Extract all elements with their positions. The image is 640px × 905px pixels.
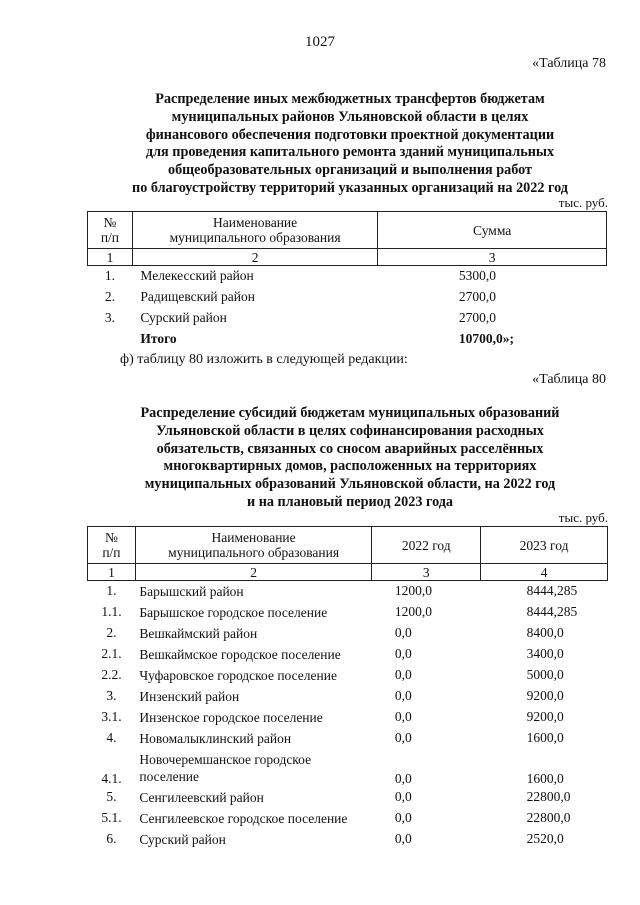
- row-2023: 8400,0: [526, 625, 564, 640]
- header-2022: 2022 год: [372, 527, 481, 564]
- row-2022: 1200,0: [394, 583, 432, 599]
- row-num: 4.1.: [101, 770, 122, 786]
- table-80: [87, 526, 608, 850]
- row-num: 1.: [106, 583, 117, 599]
- table-80-label: «Таблица 80: [532, 372, 606, 387]
- table-80-title: [70, 405, 630, 512]
- table-row: [88, 644, 608, 665]
- table-row: [88, 266, 607, 287]
- header-num: № п/п: [88, 212, 133, 249]
- index-cell: 3: [378, 249, 607, 266]
- table-row: [88, 602, 608, 623]
- row-2023: 22800,0: [526, 810, 571, 825]
- table-row: [88, 581, 608, 602]
- table-row: [88, 665, 608, 686]
- table-header: [88, 527, 608, 564]
- row-num: 3.: [104, 310, 115, 325]
- title-line: Распределение субсидий бюджетам муниципальных образований: [140, 405, 560, 421]
- header-sum: Сумма: [378, 212, 607, 249]
- total-sum: 10700,0»;: [458, 331, 514, 346]
- row-2022: 0,0: [394, 789, 412, 804]
- table-row: [88, 707, 608, 728]
- total-label: Итого: [140, 331, 177, 346]
- row-sum: 5300,0: [458, 268, 496, 284]
- row-name: Новочеремшанское городское поселение: [139, 751, 312, 784]
- row-num: 2.2.: [101, 667, 122, 682]
- row-name: Сенгилеевский район: [139, 789, 264, 805]
- row-2022: 0,0: [394, 688, 412, 703]
- row-2023: 1600,0: [526, 730, 564, 745]
- row-sum: 2700,0: [458, 289, 496, 304]
- row-name: Барышское городское поселение: [139, 604, 328, 620]
- table-row: [88, 829, 608, 850]
- row-name: Сурский район: [140, 310, 227, 325]
- row-2022: 1200,0: [394, 604, 432, 619]
- row-num: 2.1.: [101, 646, 122, 661]
- row-name: Сурский район: [139, 831, 226, 847]
- index-cell: 1: [88, 249, 133, 266]
- row-num: 2.: [106, 625, 117, 640]
- row-2023: 22800,0: [526, 789, 571, 804]
- row-2022: 0,0: [394, 709, 412, 724]
- index-row: [88, 249, 607, 266]
- row-2022: 0,0: [394, 831, 412, 846]
- table-row: [88, 749, 608, 787]
- table-78: [87, 211, 607, 350]
- title-line: и на плановый период 2023 года: [246, 493, 454, 510]
- row-2022: 0,0: [394, 625, 412, 640]
- row-2023: 3400,0: [526, 646, 564, 661]
- header-name: Наименование муниципального образования: [132, 212, 377, 249]
- table-80-body: [88, 581, 608, 850]
- title-line: для проведения капитального ремонта зданий муниципальных: [145, 144, 555, 161]
- row-name: Инзенское городское поселение: [139, 709, 323, 725]
- title-line: финансового обеспечения подготовки проектной документации: [145, 126, 555, 143]
- row-name: Вешкаймское городское поселение: [139, 646, 341, 662]
- paragraph-f: ф) таблицу 80 изложить в следующей редакции:: [120, 352, 408, 367]
- row-2022: 0,0: [394, 667, 412, 682]
- row-2022: 0,0: [394, 810, 412, 825]
- row-num: 2.: [104, 289, 115, 304]
- header-2023: 2023 год: [481, 527, 608, 564]
- title-line: многоквартирных домов, расположенных на территориях: [163, 458, 537, 475]
- row-2023: 9200,0: [526, 709, 564, 724]
- table-row: [88, 308, 607, 329]
- row-name: Инзенский район: [139, 688, 240, 704]
- row-num: 1.: [104, 268, 115, 284]
- table-78-unit: тыс. руб.: [558, 195, 608, 210]
- table-header: [88, 212, 607, 249]
- row-2023: 8444,285: [526, 604, 578, 619]
- table-row: [88, 623, 608, 644]
- table-row: [88, 808, 608, 829]
- title-line: Ульяновской области в целях софинансирования расходных: [156, 422, 544, 439]
- title-line: муниципальных образований Ульяновской области, на 2022 год: [144, 476, 556, 493]
- title-line: муниципальных районов Ульяновской области в целях: [171, 108, 529, 125]
- table-80-unit: тыс. руб.: [558, 510, 608, 525]
- header-num: № п/п: [88, 527, 136, 564]
- table-78-title: [70, 91, 630, 198]
- row-2023: 1600,0: [526, 770, 564, 786]
- row-2023: 9200,0: [526, 688, 564, 703]
- row-num: 1.1.: [101, 604, 122, 619]
- row-2022: 0,0: [394, 730, 412, 745]
- row-2023: 5000,0: [526, 667, 564, 682]
- table-row: [88, 728, 608, 749]
- row-num: 5.: [106, 789, 117, 804]
- row-num: 4.: [106, 730, 117, 745]
- title-line: Распределение иных межбюджетных трансфертов бюджетам: [155, 91, 545, 107]
- table-row: [88, 686, 608, 707]
- row-num: 5.1.: [101, 810, 122, 825]
- row-2022: 0,0: [394, 770, 412, 786]
- row-name: Новомалыклинский район: [139, 730, 292, 746]
- header-name: Наименование муниципального образования: [135, 527, 371, 564]
- row-num: 3.1.: [101, 709, 122, 724]
- row-name: Мелекесский район: [140, 268, 254, 284]
- title-line: общеобразовательных организаций и выполнения работ: [167, 162, 533, 179]
- row-name: Чуфаровское городское поселение: [139, 667, 337, 683]
- row-sum: 2700,0: [458, 310, 496, 325]
- title-line: по благоустройству территорий указанных организаций на 2022 год: [132, 179, 568, 196]
- index-cell: 1: [88, 564, 136, 581]
- title-line: обязательств, связанных со сносом аварийных расселённых: [156, 440, 544, 457]
- index-cell: 4: [481, 564, 608, 581]
- row-name: Радищевский район: [140, 289, 255, 304]
- index-cell: 2: [135, 564, 371, 581]
- row-name: Вешкаймский район: [139, 625, 258, 641]
- row-name: Сенгилеевское городское поселение: [139, 810, 348, 826]
- row-2022: 0,0: [394, 646, 412, 661]
- row-num: 3.: [106, 688, 117, 703]
- index-row: [88, 564, 608, 581]
- table-78-label: «Таблица 78: [532, 56, 606, 71]
- row-2023: 2520,0: [526, 831, 564, 846]
- index-cell: 2: [132, 249, 377, 266]
- row-name: Барышский район: [139, 583, 244, 599]
- row-2023: 8444,285: [526, 583, 578, 599]
- row-num: 6.: [106, 831, 117, 846]
- index-cell: 3: [372, 564, 481, 581]
- table-row: [88, 287, 607, 308]
- page-number: 1027: [305, 34, 335, 50]
- total-row: [88, 329, 607, 350]
- table-row: [88, 787, 608, 808]
